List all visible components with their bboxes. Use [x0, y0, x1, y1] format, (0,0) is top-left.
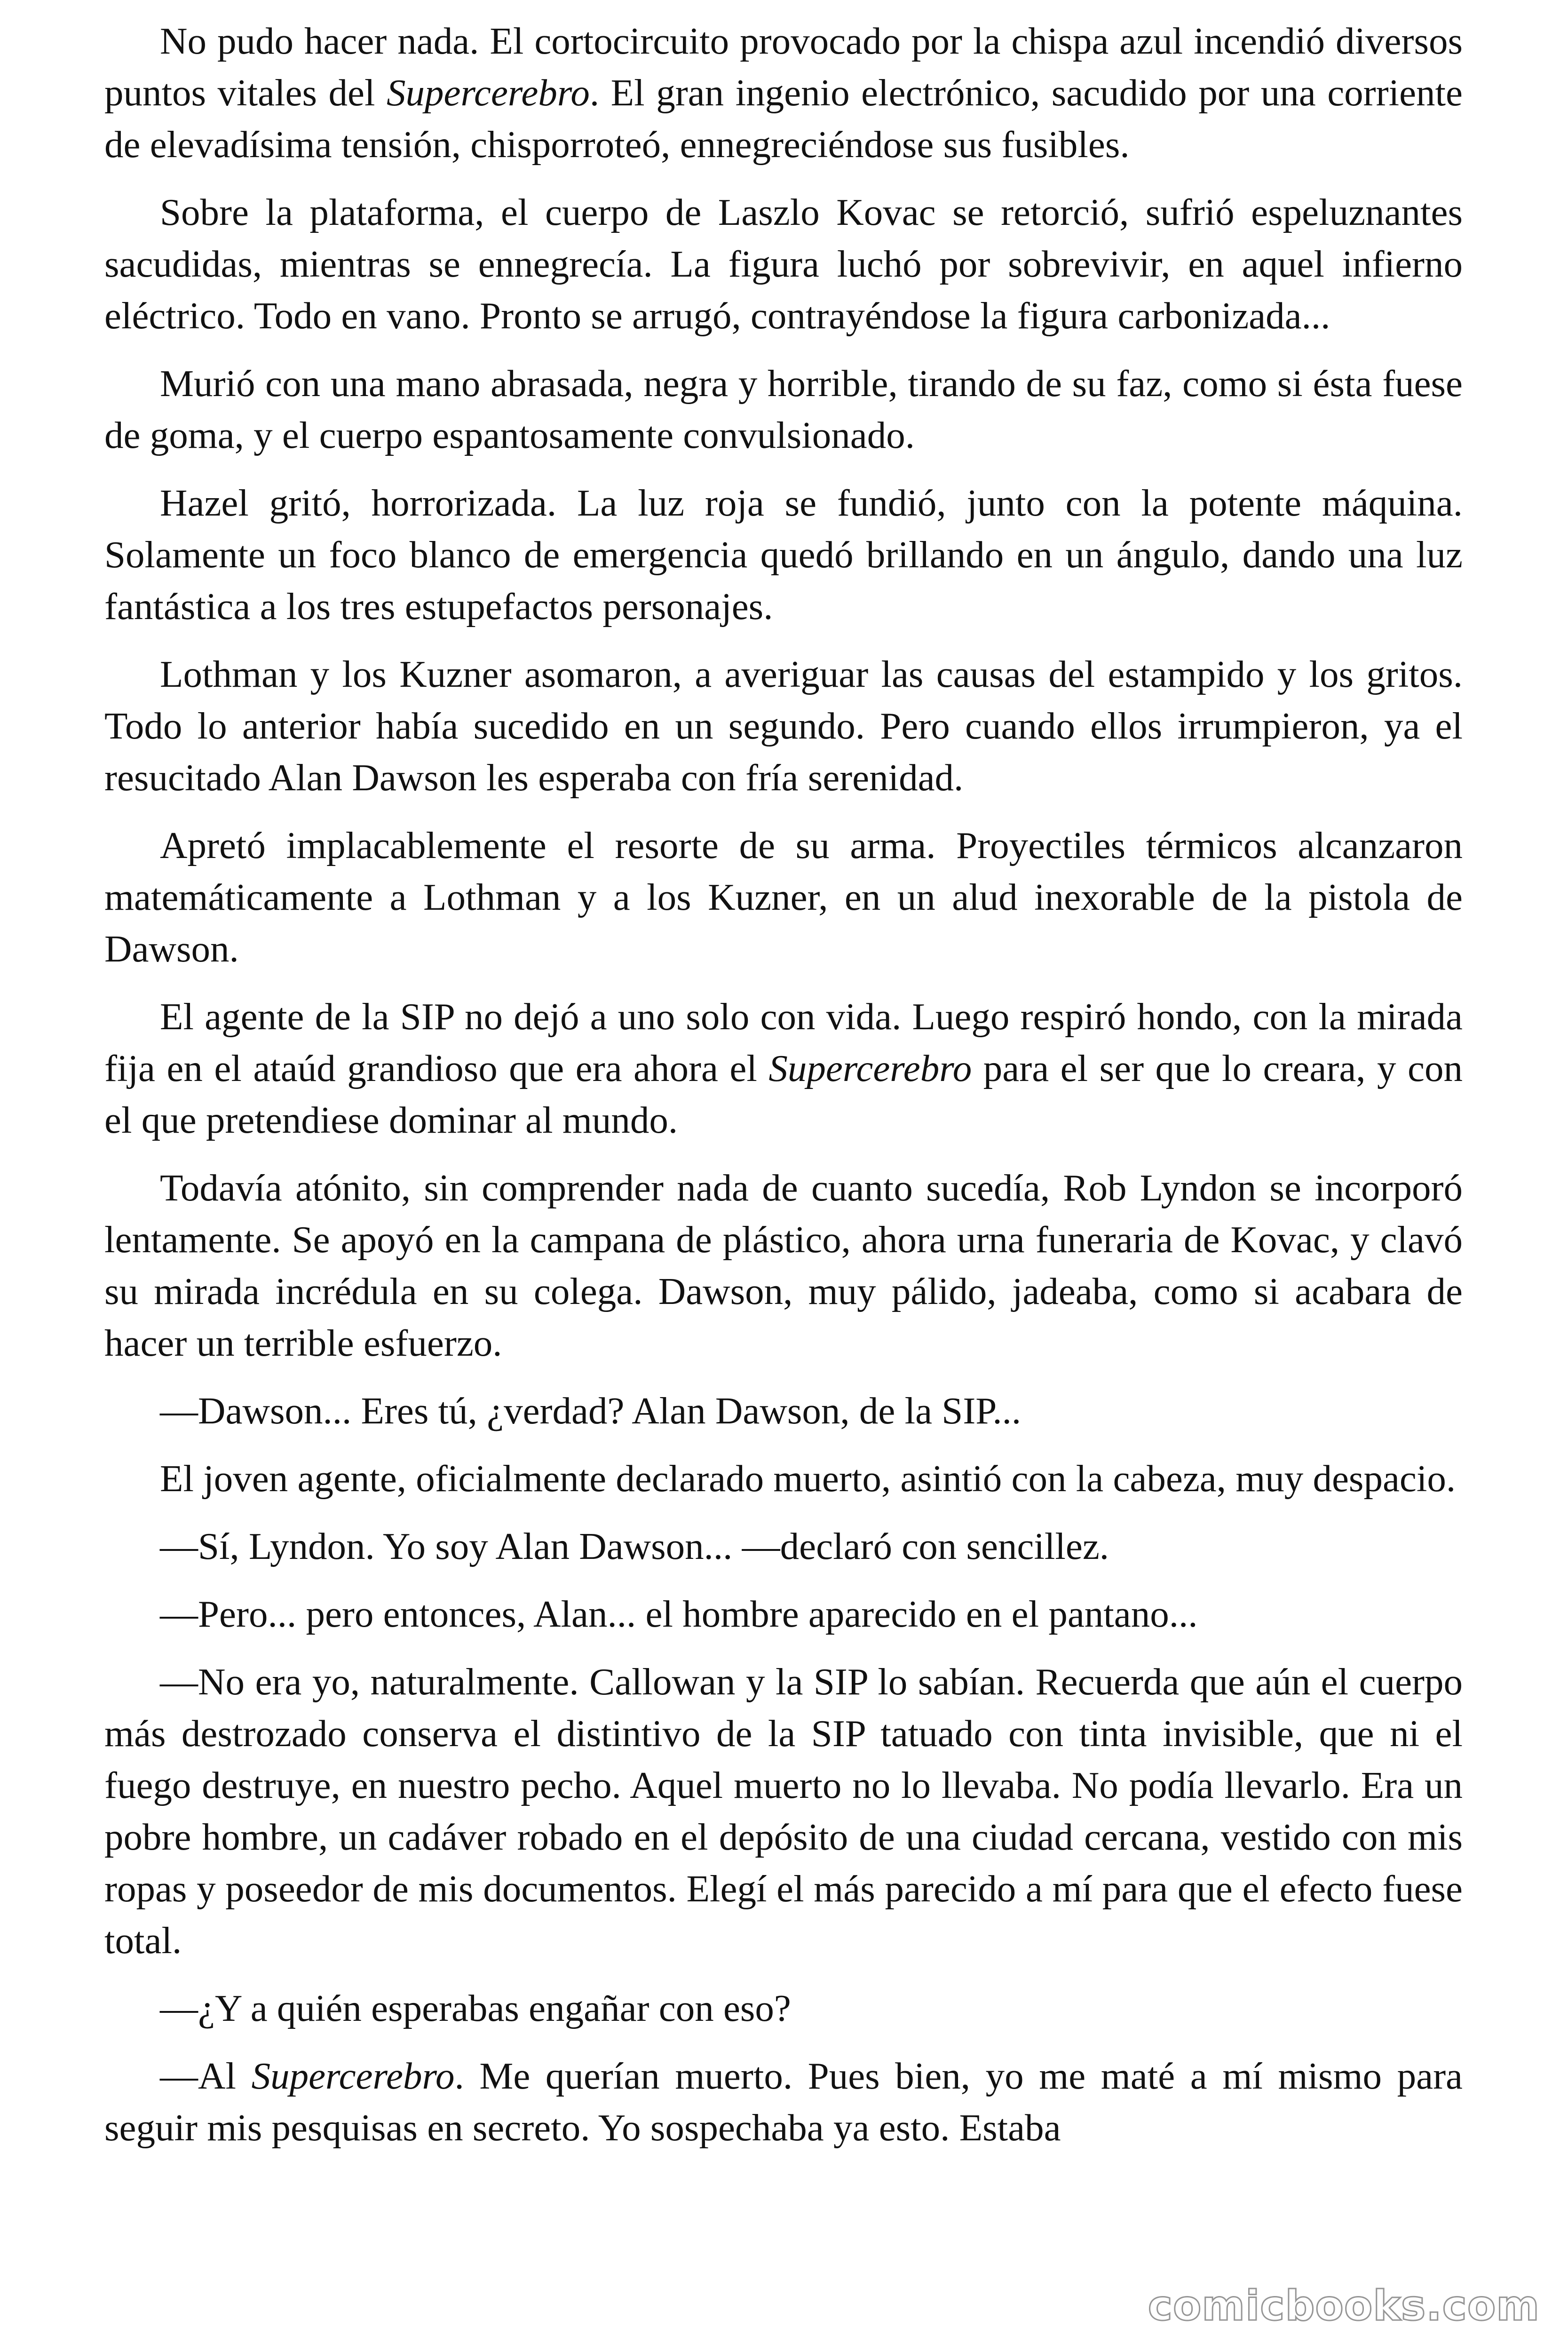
paragraph: [104, 648, 1463, 803]
watermark-logo: comicbooks.com: [1148, 2281, 1540, 2330]
text-run: —Dawson... Eres tú, ¿verdad? Alan Dawson, de la SIP...: [160, 1390, 1022, 1432]
text-run: Apretó implacablemente el resorte de su arma. Proyectiles térmicos alcanzaron matemáticamente a Lothman y a los Kuzner, en un alud inexorable de la pistola de Dawson.: [104, 824, 1463, 970]
body-text: [104, 15, 1463, 2153]
text-run: El agente de la SIP no dejó a uno solo con vida. Luego respiró hondo, con la mirada fija en el ataúd grandioso que era ahora el: [104, 995, 1463, 1089]
paragraph: [104, 1453, 1463, 1504]
text-run: —Sí, Lyndon. Yo soy Alan Dawson... —declaró con sencillez.: [160, 1525, 1109, 1567]
text-run: —Pero... pero entonces, Alan... el hombre aparecido en el pantano...: [160, 1593, 1198, 1635]
paragraph: [104, 358, 1463, 461]
paragraph: [104, 186, 1463, 342]
text-run: . Me querían muerto. Pues bien, yo me maté a mí mismo para seguir mis pesquisas en secreto. Yo sospechaba ya esto. Estaba: [104, 2055, 1463, 2149]
text-run: —Al: [160, 2055, 252, 2097]
text-run: Murió con una mano abrasada, negra y horrible, tirando de su faz, como si ésta fuese de goma, y el cuerpo espantosamente convulsionado.: [104, 362, 1463, 456]
italic-text: Supercerebro: [768, 1047, 972, 1089]
text-run: Lothman y los Kuzner asomaron, a averiguar las causas del estampido y los gritos. Todo lo anterior había sucedido en un segundo. Pero cuando ellos irrumpieron, ya el resucitado Alan Dawson les esperaba con fría serenidad.: [104, 653, 1463, 799]
document-page: [104, 15, 1463, 2153]
paragraph: [104, 1656, 1463, 1966]
italic-text: Supercerebro: [251, 2055, 455, 2097]
italic-text: Supercerebro: [387, 72, 590, 114]
text-run: Sobre la plataforma, el cuerpo de Laszlo Kovac se retorció, sufrió espeluznantes sacudidas, mientras se ennegrecía. La figura luchó por sobrevivir, en aquel infierno eléctrico. Todo en vano. Pronto se arrugó, contrayéndose la figura carbonizada...: [104, 191, 1463, 337]
text-run: —¿Y a quién esperabas engañar con eso?: [160, 1987, 791, 2029]
text-run: —No era yo, naturalmente. Callowan y la SIP lo sabían. Recuerda que aún el cuerpo más destrozado conserva el distintivo de la SIP tatuado con tinta invisible, que ni el fuego destruye, en nuestro pecho. Aquel muerto no lo llevaba. No podía llevarlo. Era un pobre hombre, un cadáver robado en el depósito de una ciudad cercana, vestido con mis ropas y poseedor de mis documentos. Elegí el más parecido a mí para que el efecto fuese total.: [104, 1661, 1463, 1962]
paragraph: [104, 819, 1463, 975]
text-run: No pudo hacer nada. El cortocircuito provocado por la chispa azul incendió diversos puntos vitales del: [104, 20, 1463, 114]
paragraph: [104, 991, 1463, 1146]
paragraph: [104, 2050, 1463, 2153]
paragraph: [104, 1588, 1463, 1640]
text-run: . El gran ingenio electrónico, sacudido por una corriente de elevadísima tensión, chisporroteó, ennegreciéndose sus fusibles.: [104, 72, 1463, 166]
paragraph: [104, 477, 1463, 632]
text-run: para el ser que lo creara, y con el que pretendiese dominar al mundo.: [104, 1047, 1463, 1141]
paragraph: [104, 1162, 1463, 1369]
paragraph: [104, 1982, 1463, 2034]
text-run: Todavía atónito, sin comprender nada de cuanto sucedía, Rob Lyndon se incorporó lentamente. Se apoyó en la campana de plástico, ahora urna funeraria de Kovac, y clavó su mirada incrédula en su colega. Dawson, muy pálido, jadeaba, como si acabara de hacer un terrible esfuerzo.: [104, 1167, 1463, 1364]
text-run: Hazel gritó, horrorizada. La luz roja se fundió, junto con la potente máquina. Solamente un foco blanco de emergencia quedó brillando en un ángulo, dando una luz fantástica a los tres estupefactos personajes.: [104, 482, 1463, 628]
paragraph: [104, 1520, 1463, 1572]
text-run: El joven agente, oficialmente declarado muerto, asintió con la cabeza, muy despacio.: [160, 1457, 1456, 1500]
paragraph: [104, 15, 1463, 170]
paragraph: [104, 1385, 1463, 1437]
